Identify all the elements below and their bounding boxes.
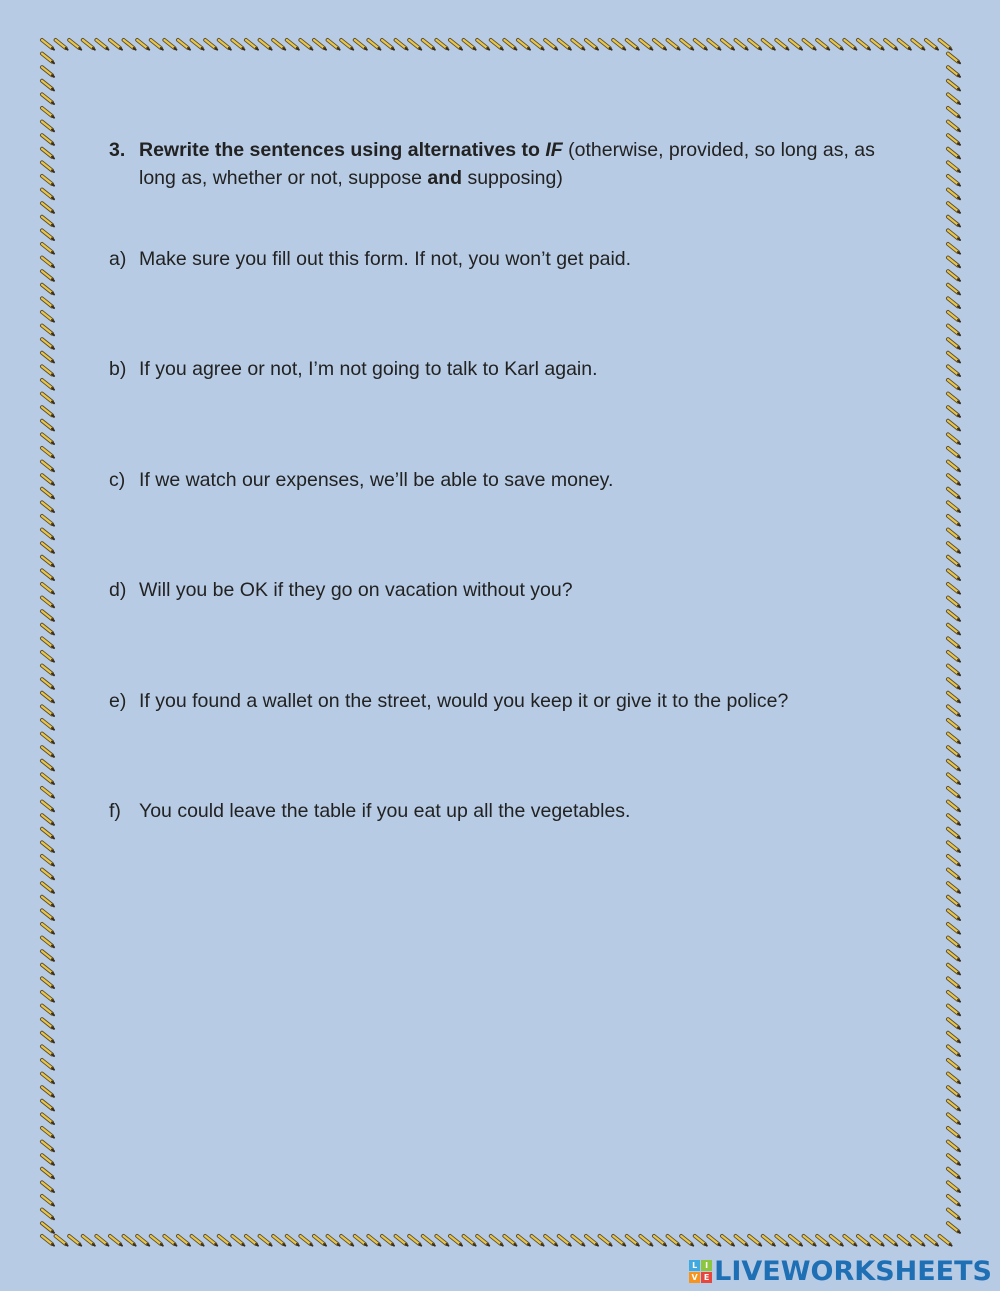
question-text: If you found a wallet on the street, would you keep it or give it to the police?	[139, 690, 789, 712]
question-a	[109, 246, 899, 272]
question-letter: b)	[109, 358, 127, 380]
question-text: Make sure you fill out this form. If not, you won’t get paid.	[139, 248, 632, 270]
instruction-bold-lead: Rewrite the sentences using alternatives to	[139, 139, 546, 161]
question-letter: e)	[109, 690, 127, 712]
liveworksheets-logo[interactable]	[689, 1255, 992, 1287]
instruction-alternatives: (otherwise, provided, so long as, as long as, whether or not, suppose	[139, 139, 875, 189]
instruction-tail: supposing)	[462, 167, 563, 189]
question-text: If you agree or not, I’m not going to talk to Karl again.	[139, 358, 598, 380]
question-text: If we watch our expenses, we’ll be able to save money.	[139, 469, 614, 491]
logo-mark-letter: E	[701, 1272, 712, 1283]
instruction-if: IF	[545, 139, 563, 161]
question-letter: d)	[109, 579, 127, 601]
question-e	[109, 688, 899, 714]
exercise-instruction	[109, 136, 889, 192]
logo-mark-letter: L	[689, 1260, 700, 1271]
question-letter: c)	[109, 469, 126, 491]
logo-mark-letter: V	[689, 1272, 700, 1283]
question-letter: a)	[109, 248, 127, 270]
question-text: Will you be OK if they go on vacation without you?	[139, 579, 573, 601]
question-b	[109, 356, 899, 382]
logo-text: LIVEWORKSHEETS	[714, 1255, 992, 1287]
logo-mark-icon	[689, 1260, 712, 1283]
instruction-and: and	[427, 167, 463, 189]
exercise-number: 3.	[109, 139, 126, 161]
question-letter: f)	[109, 800, 121, 822]
question-c	[109, 467, 899, 493]
question-text: You could leave the table if you eat up all the vegetables.	[139, 800, 631, 822]
question-d	[109, 577, 899, 603]
question-f	[109, 798, 899, 824]
logo-mark-letter: I	[701, 1260, 712, 1271]
